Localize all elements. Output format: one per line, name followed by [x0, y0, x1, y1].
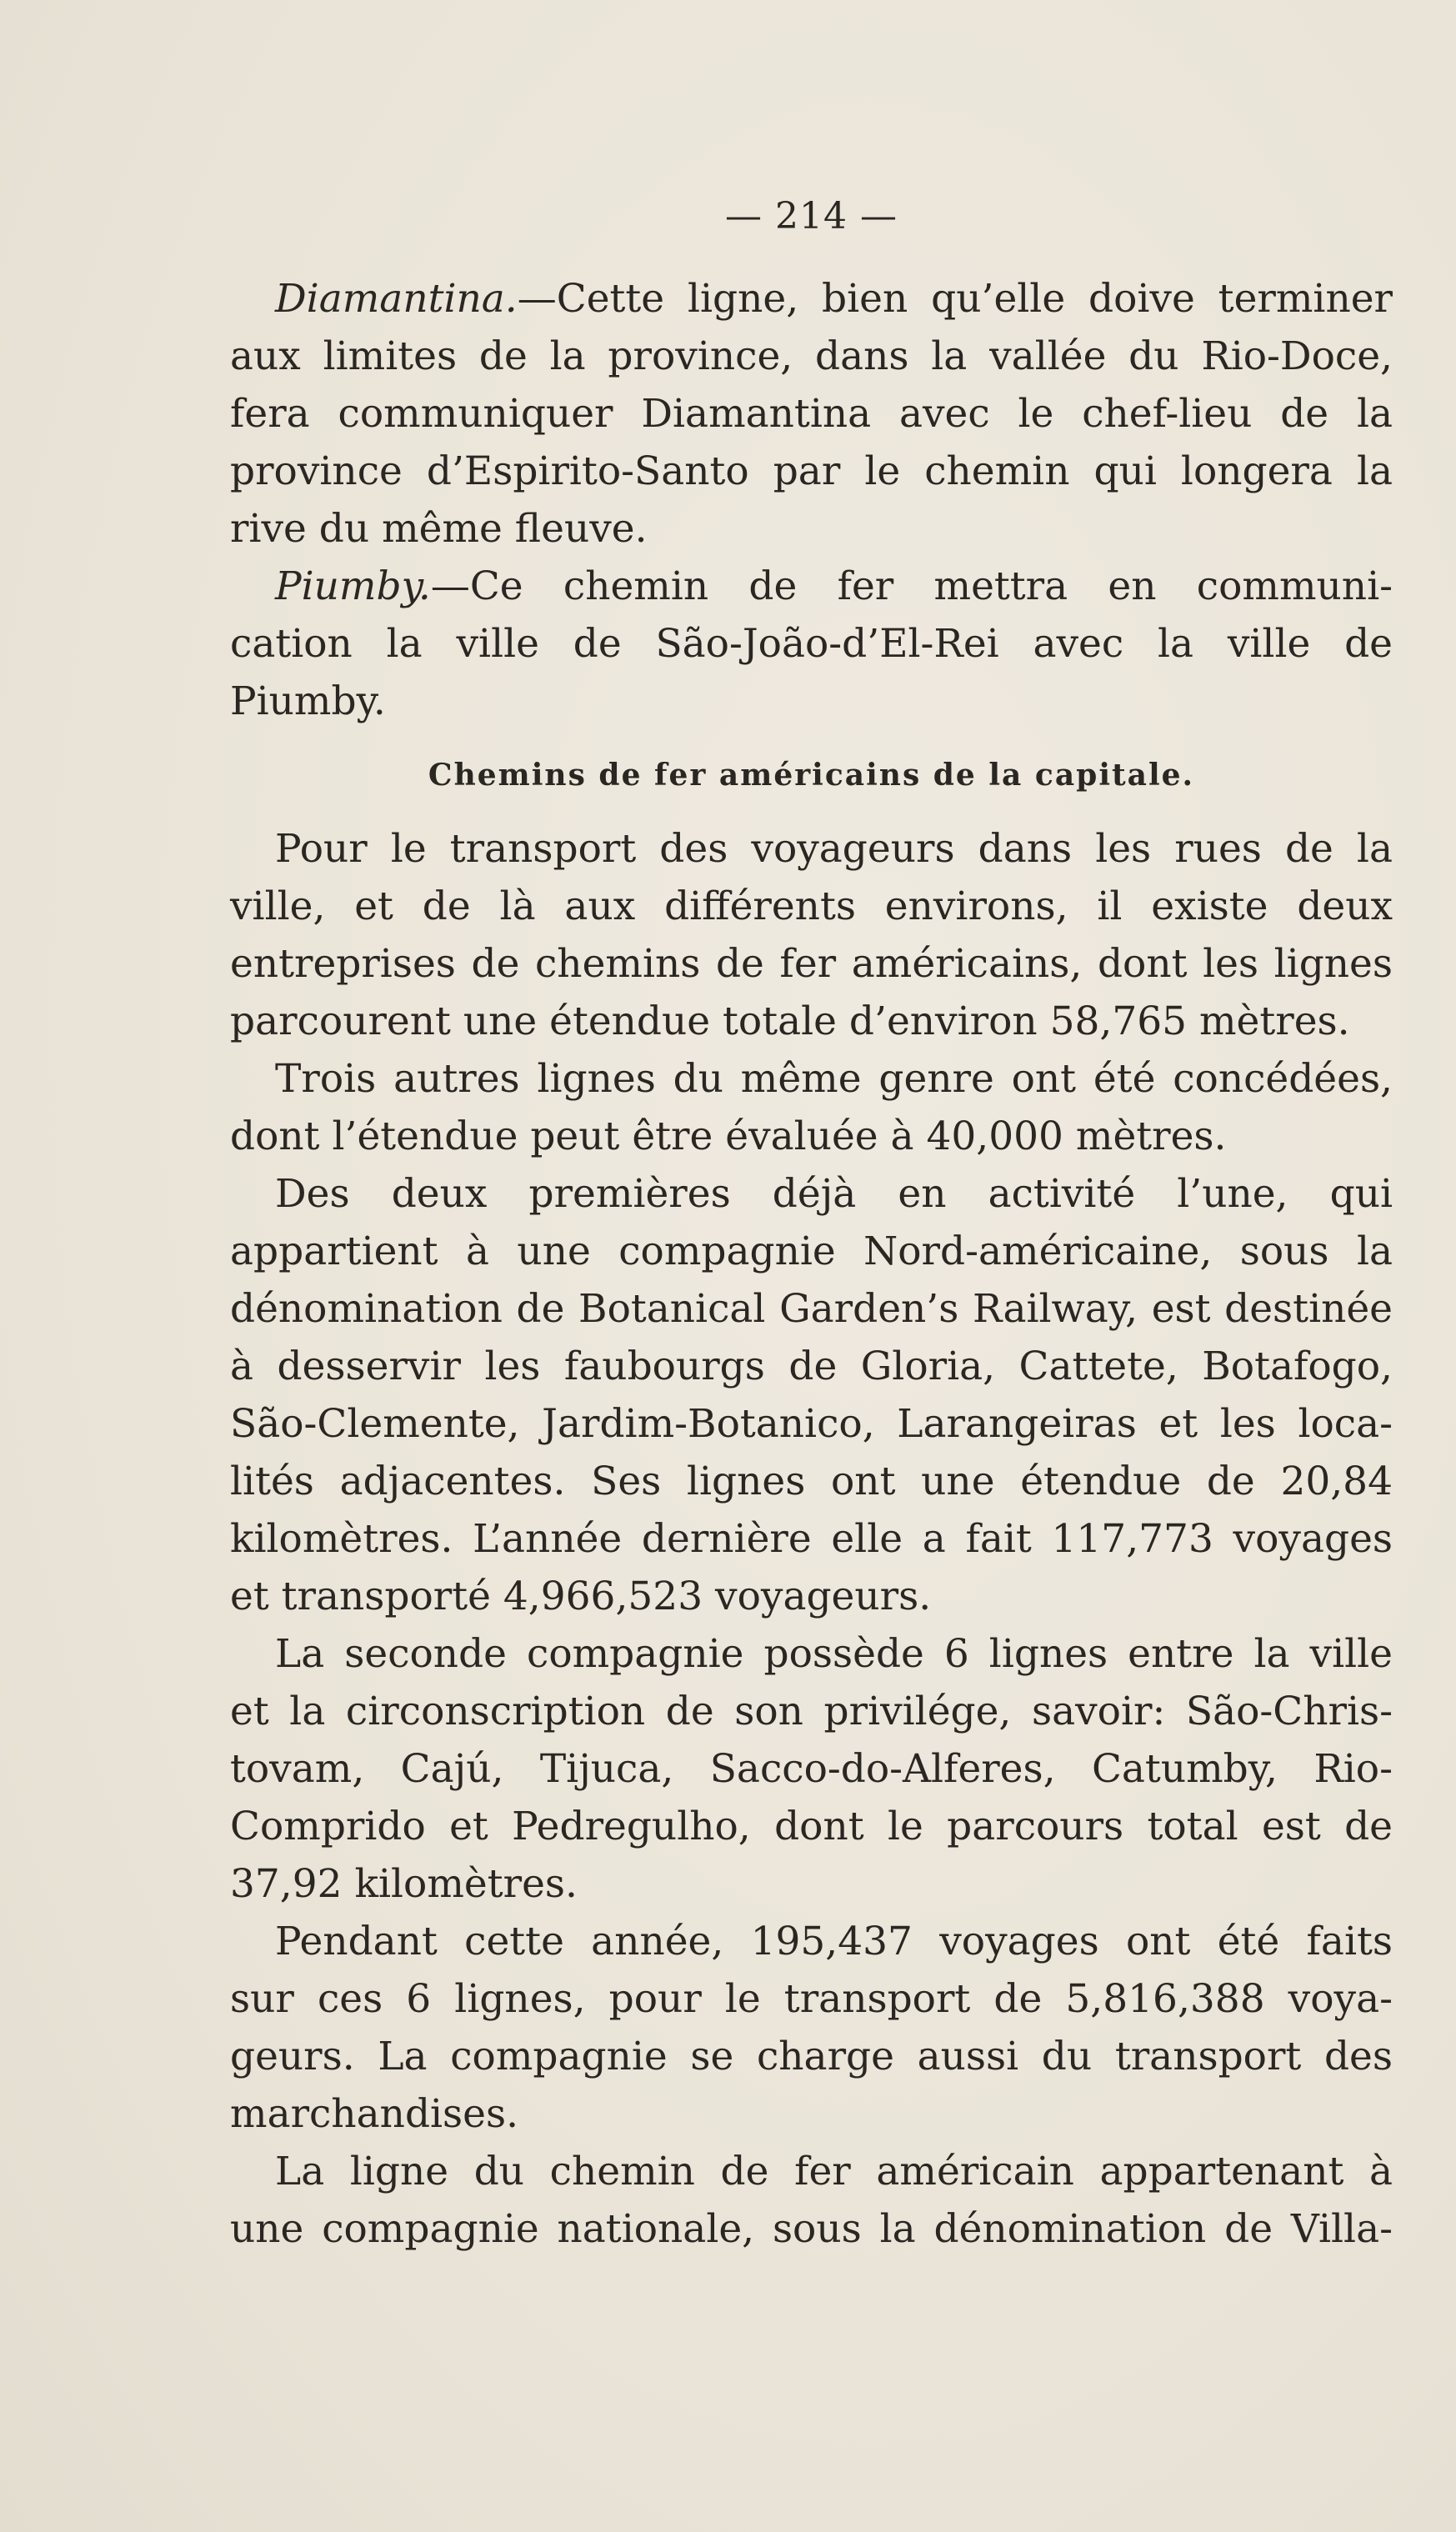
paragraph-diamantina — [230, 270, 1393, 558]
body-paragraph — [230, 1625, 1393, 1913]
page — [230, 183, 1393, 2258]
section-heading: Chemins de fer américains de la capitale. — [428, 758, 1195, 793]
text-line — [230, 270, 1393, 328]
body-paragraph — [230, 2143, 1393, 2258]
text-line: Des deux premières déjà en activité l’une, qui — [275, 1171, 1393, 1217]
line-text: —Ce chemin de fer mettra en communi- — [430, 563, 1393, 609]
line-text: —Cette ligne, bien qu’elle doive terminer — [517, 276, 1393, 322]
text-line: La seconde compagnie possède 6 lignes entre la ville — [275, 1631, 1393, 1677]
text-line: dont l’étendue peut être évaluée à 40,000 mètres. — [230, 1113, 1227, 1159]
paragraph-lead: Diamantina. — [275, 276, 518, 322]
text-line: Piumby. — [230, 678, 386, 724]
text-line: 37,92 kilomètres. — [230, 1861, 578, 1907]
text-line: et transporté 4,966,523 voyageurs. — [230, 1574, 932, 1619]
text-line: et la circonscription de son privilége, savoir: São-Chris- — [230, 1689, 1393, 1734]
text-line: province d’Espirito-Santo par le chemin qui longera la — [230, 448, 1393, 494]
text-line: Pour le transport des voyageurs dans les rues de la — [275, 826, 1393, 872]
text-line: kilomètres. L’année dernière elle a fait 117,773 voyages — [230, 1516, 1393, 1562]
text-line: fera communiquer Diamantina avec le chef-lieu de la — [230, 391, 1393, 437]
text-line — [230, 558, 1393, 615]
text-line: dénomination de Botanical Garden’s Railway, est destinée — [230, 1286, 1393, 1332]
body-paragraph — [230, 1165, 1393, 1625]
text-line: Pendant cette année, 195,437 voyages ont été faits — [275, 1919, 1393, 1964]
text-line: aux limites de la province, dans la vallée du Rio-Doce, — [230, 333, 1393, 379]
text-line: lités adjacentes. Ses lignes ont une étendue de 20,84 — [230, 1459, 1393, 1504]
paragraph-lead: Piumby. — [275, 563, 431, 609]
text-line: geurs. La compagnie se charge aussi du transport des — [230, 2034, 1393, 2079]
page-number: — 214 — — [725, 195, 898, 238]
body-paragraph — [230, 820, 1393, 1050]
text-line: rive du même fleuve. — [230, 506, 648, 552]
paragraph-piumby — [230, 558, 1393, 730]
text-line: Trois autres lignes du même genre ont été concédées, — [275, 1056, 1393, 1102]
text-line: São-Clemente, Jardim-Botanico, Larangeiras et les loca- — [230, 1401, 1393, 1447]
text-line: à desservir les faubourgs de Gloria, Cattete, Botafogo, — [230, 1344, 1393, 1389]
body-paragraph — [230, 1050, 1393, 1165]
text-line: La ligne du chemin de fer américain appartenant à — [275, 2149, 1393, 2194]
text-line: tovam, Cajú, Tijuca, Sacco-do-Alferes, Catumby, Rio- — [230, 1746, 1393, 1792]
text-line: Comprido et Pedregulho, dont le parcours total est de — [230, 1804, 1393, 1849]
text-line: appartient à une compagnie Nord-américaine, sous la — [230, 1228, 1393, 1274]
text-line: une compagnie nationale, sous la dénomination de Villa- — [230, 2206, 1393, 2252]
body-paragraph — [230, 1913, 1393, 2143]
text-line: ville, et de là aux différents environs, il existe deux — [230, 883, 1393, 929]
text-line: marchandises. — [230, 2091, 519, 2137]
text-line: cation la ville de São-João-d’El-Rei avec la ville de — [230, 621, 1393, 667]
text-line: entreprises de chemins de fer américains, dont les lignes — [230, 941, 1393, 987]
text-line: sur ces 6 lignes, pour le transport de 5,816,388 voya- — [230, 1976, 1393, 2022]
text-line: parcourent une étendue totale d’environ 58,765 mètres. — [230, 998, 1350, 1044]
